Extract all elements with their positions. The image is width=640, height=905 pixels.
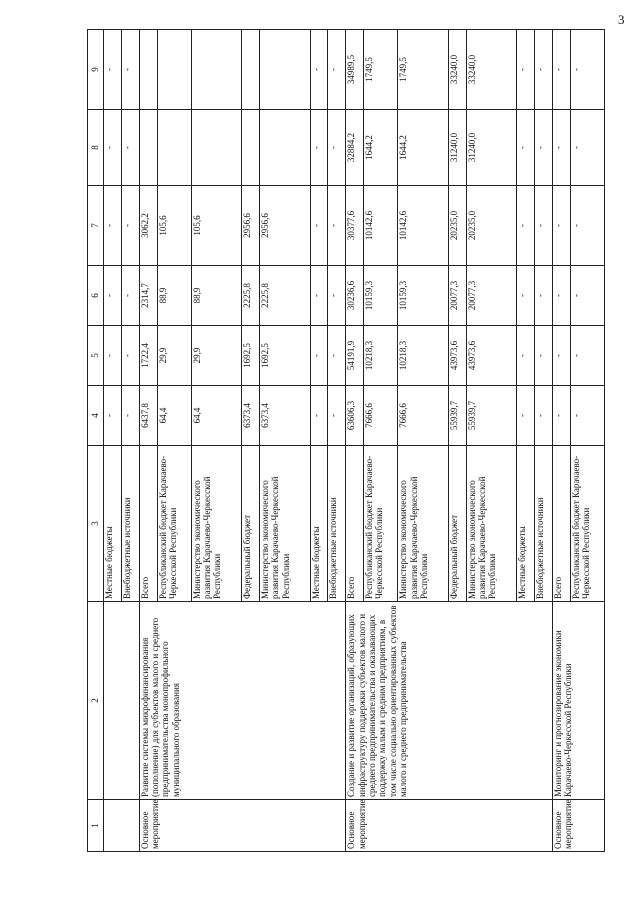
value-cell: 10218,3 xyxy=(364,326,398,386)
value-cell: - xyxy=(534,266,552,326)
table-row xyxy=(346,30,364,852)
value-cell: 1692,5 xyxy=(260,326,310,386)
value-cell xyxy=(157,110,191,186)
value-cell: - xyxy=(552,186,570,266)
value-cell: 31240,0 xyxy=(466,110,516,186)
value-cell: 43973,6 xyxy=(466,326,516,386)
value-cell: 10159,3 xyxy=(398,266,448,326)
source-cell: Министерство экономического развития Карачаево-Черкесской Республики xyxy=(466,446,516,602)
value-cell: 105,6 xyxy=(157,186,191,266)
value-cell xyxy=(157,30,191,110)
value-cell: - xyxy=(552,326,570,386)
value-cell: 10159,3 xyxy=(364,266,398,326)
value-cell: 10142,6 xyxy=(398,186,448,266)
value-cell: 20077,3 xyxy=(466,266,516,326)
page-number: 3 xyxy=(618,12,625,27)
value-cell xyxy=(191,110,241,186)
source-cell: Всего xyxy=(139,446,157,602)
value-cell: - xyxy=(534,30,552,110)
value-cell: 7666,6 xyxy=(364,386,398,446)
value-cell: 30377,6 xyxy=(346,186,364,266)
value-cell: 6373,4 xyxy=(260,386,310,446)
value-cell xyxy=(242,30,260,110)
table-body xyxy=(88,30,605,852)
source-cell: Внебюджетные источники xyxy=(534,446,552,602)
value-cell: - xyxy=(570,386,604,446)
column-header: 5 xyxy=(88,326,104,386)
value-cell: 1644,2 xyxy=(398,110,448,186)
value-cell: - xyxy=(310,266,328,326)
source-cell: Министерство экономического развития Карачаево-Черкесской Республики xyxy=(398,446,448,602)
value-cell: - xyxy=(328,266,346,326)
source-cell: Всего xyxy=(552,446,570,602)
value-cell: 105,6 xyxy=(191,186,241,266)
value-cell: 29,9 xyxy=(191,326,241,386)
value-cell: - xyxy=(121,326,139,386)
source-cell: Республиканский бюджет Карачаево-Черкесской Республики xyxy=(157,446,191,602)
value-cell: 32884,2 xyxy=(346,110,364,186)
value-cell: 34989,5 xyxy=(346,30,364,110)
value-cell: - xyxy=(104,266,122,326)
value-cell: 10218,3 xyxy=(398,326,448,386)
value-cell: 2314,7 xyxy=(139,266,157,326)
value-cell: 20235,0 xyxy=(466,186,516,266)
value-cell: 30236,6 xyxy=(346,266,364,326)
value-cell: 2956,6 xyxy=(242,186,260,266)
value-cell: - xyxy=(310,326,328,386)
status-cell: Основное мероприятие xyxy=(552,800,604,852)
value-cell: - xyxy=(310,186,328,266)
value-cell: 1722,4 xyxy=(139,326,157,386)
value-cell: 6437,8 xyxy=(139,386,157,446)
budget-table xyxy=(87,29,605,852)
value-cell: - xyxy=(552,386,570,446)
column-header: 7 xyxy=(88,186,104,266)
value-cell: 33240,0 xyxy=(448,30,466,110)
source-cell: Местные бюджеты xyxy=(104,446,122,602)
source-cell: Федеральный бюджет xyxy=(448,446,466,602)
value-cell: - xyxy=(104,386,122,446)
value-cell: 54191,9 xyxy=(346,326,364,386)
value-cell: 2225,8 xyxy=(260,266,310,326)
value-cell: 64,4 xyxy=(191,386,241,446)
value-cell: - xyxy=(517,186,535,266)
value-cell: 63606,3 xyxy=(346,386,364,446)
name-cell: Развитие системы микрофинансирования (пополнение) для субъектов малого и среднего предпринимательства монопрофильного муниципального образования xyxy=(139,602,346,800)
value-cell: - xyxy=(552,110,570,186)
source-cell: Министерство экономического развития Карачаево-Черкесской Республики xyxy=(191,446,241,602)
value-cell: 6373,4 xyxy=(242,386,260,446)
value-cell: - xyxy=(121,30,139,110)
source-cell: Внебюджетные источники xyxy=(121,446,139,602)
value-cell xyxy=(260,30,310,110)
header-row xyxy=(88,30,104,852)
source-cell: Местные бюджеты xyxy=(310,446,328,602)
value-cell: 1692,5 xyxy=(242,326,260,386)
value-cell: 1749,5 xyxy=(364,30,398,110)
column-header: 9 xyxy=(88,30,104,110)
column-header: 3 xyxy=(88,446,104,602)
value-cell: - xyxy=(517,30,535,110)
source-cell: Федеральный бюджет xyxy=(242,446,260,602)
rotated-page xyxy=(87,30,605,852)
value-cell: - xyxy=(570,186,604,266)
value-cell: - xyxy=(104,30,122,110)
value-cell: 1644,2 xyxy=(364,110,398,186)
source-cell: Всего xyxy=(346,446,364,602)
value-cell: - xyxy=(517,110,535,186)
name-cell: Мониторинг и прогнозирование экономики Карачаево-Черкесской Республики xyxy=(552,602,604,800)
value-cell: 2225,8 xyxy=(242,266,260,326)
value-cell xyxy=(260,110,310,186)
source-cell: Министерство экономического развития Карачаево-Черкесской Республики xyxy=(260,446,310,602)
table-row xyxy=(552,30,570,852)
name-cell xyxy=(104,602,140,800)
status-cell: Основное мероприятие xyxy=(139,800,346,852)
value-cell: 3062,2 xyxy=(139,186,157,266)
table-row xyxy=(139,30,157,852)
column-header: 1 xyxy=(88,800,104,852)
column-header: 6 xyxy=(88,266,104,326)
value-cell: 33240,0 xyxy=(466,30,516,110)
value-cell: - xyxy=(534,326,552,386)
source-cell: Республиканский бюджет Карачаево-Черкесской Республики xyxy=(570,446,604,602)
value-cell: - xyxy=(570,30,604,110)
value-cell: - xyxy=(517,266,535,326)
value-cell: 43973,6 xyxy=(448,326,466,386)
value-cell xyxy=(191,30,241,110)
value-cell: 88,9 xyxy=(157,266,191,326)
source-cell: Местные бюджеты xyxy=(517,446,535,602)
value-cell: - xyxy=(570,110,604,186)
value-cell: 29,9 xyxy=(157,326,191,386)
value-cell: - xyxy=(517,326,535,386)
value-cell: - xyxy=(104,110,122,186)
value-cell: - xyxy=(552,266,570,326)
value-cell: - xyxy=(328,386,346,446)
value-cell: 20235,0 xyxy=(448,186,466,266)
value-cell xyxy=(139,110,157,186)
source-cell: Внебюджетные источники xyxy=(328,446,346,602)
table-row xyxy=(104,30,122,852)
value-cell: 31240,0 xyxy=(448,110,466,186)
value-cell: - xyxy=(517,386,535,446)
status-cell xyxy=(104,800,140,852)
column-header: 2 xyxy=(88,602,104,800)
value-cell xyxy=(139,30,157,110)
value-cell: - xyxy=(534,110,552,186)
value-cell: 55939,7 xyxy=(448,386,466,446)
value-cell: - xyxy=(121,386,139,446)
status-cell: Основное мероприятие xyxy=(346,800,553,852)
column-header: 8 xyxy=(88,110,104,186)
value-cell xyxy=(242,110,260,186)
value-cell: 10142,6 xyxy=(364,186,398,266)
value-cell: 55939,7 xyxy=(466,386,516,446)
value-cell: - xyxy=(570,326,604,386)
value-cell: - xyxy=(570,266,604,326)
value-cell: 2956,6 xyxy=(260,186,310,266)
value-cell: - xyxy=(310,386,328,446)
value-cell: - xyxy=(328,326,346,386)
value-cell: - xyxy=(328,30,346,110)
value-cell: - xyxy=(121,266,139,326)
value-cell: - xyxy=(534,386,552,446)
value-cell: 88,9 xyxy=(191,266,241,326)
column-header: 4 xyxy=(88,386,104,446)
value-cell: - xyxy=(552,30,570,110)
value-cell: - xyxy=(121,110,139,186)
name-cell: Создание и развитие организаций, образующих инфраструктуру поддержки субъектов малого и среднего предпринимательства и оказывающих поддержку малым и средним предприятиям, в том числе социально ориентированных субъектов малого и среднего предпринимательства xyxy=(346,602,553,800)
source-cell: Республиканский бюджет Карачаево-Черкесской Республики xyxy=(364,446,398,602)
value-cell: 64,4 xyxy=(157,386,191,446)
value-cell: - xyxy=(328,186,346,266)
value-cell: 1749,5 xyxy=(398,30,448,110)
value-cell: - xyxy=(121,186,139,266)
value-cell: 20077,3 xyxy=(448,266,466,326)
value-cell: - xyxy=(310,30,328,110)
value-cell: - xyxy=(328,110,346,186)
value-cell: 7666,6 xyxy=(398,386,448,446)
value-cell: - xyxy=(104,186,122,266)
value-cell: - xyxy=(104,326,122,386)
value-cell: - xyxy=(534,186,552,266)
value-cell: - xyxy=(310,110,328,186)
